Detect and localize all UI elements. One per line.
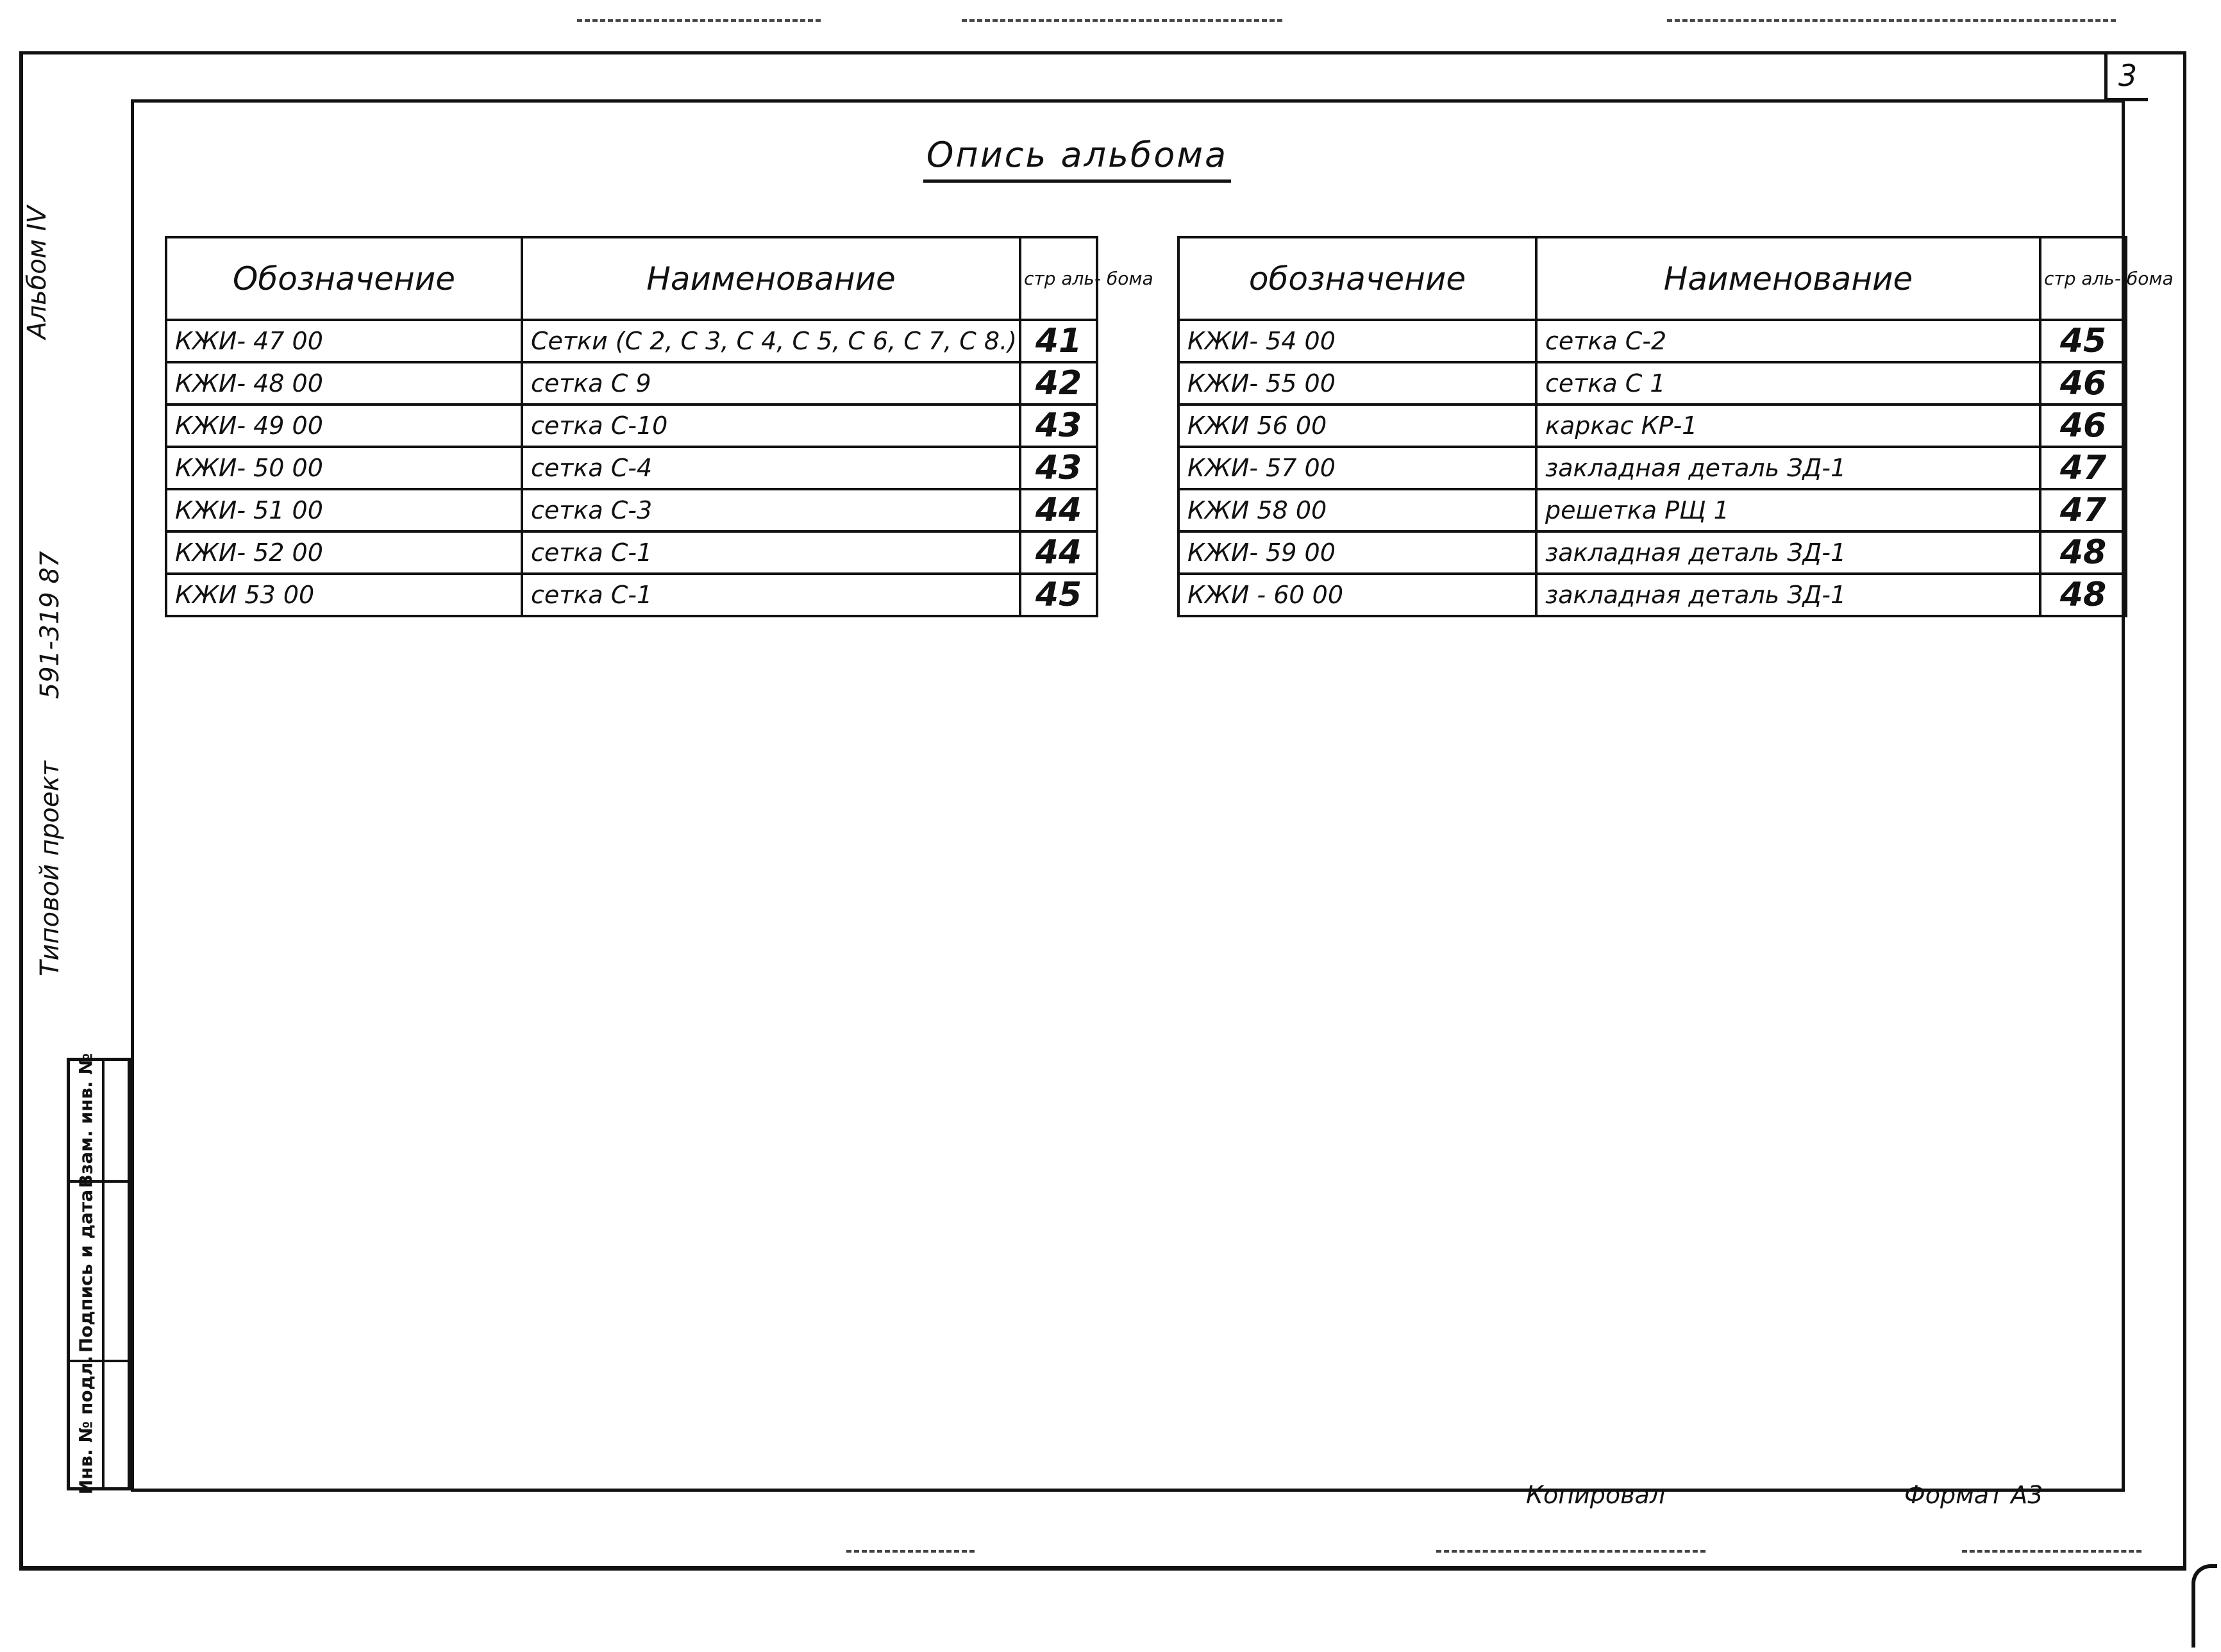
stamp-cell-replacement xyxy=(70,1053,102,1189)
album-index-table-right xyxy=(1177,236,2174,617)
table-row xyxy=(1178,405,2126,447)
row-page: 47 xyxy=(2040,447,2126,489)
row-name: Сетки (С 2, С 3, С 4, С 5, С 6, С 7, С 8.) xyxy=(522,320,1020,362)
row-name: сетка С-2 xyxy=(1536,320,2040,362)
row-code: КЖИ - 60 00 xyxy=(1178,574,1536,616)
header-page: стр аль- бома xyxy=(2040,237,2126,320)
row-name: решетка РЩ 1 xyxy=(1536,489,2040,531)
row-name: сетка С-3 xyxy=(522,489,1020,531)
row-code: КЖИ- 51 00 xyxy=(166,489,522,531)
scan-edge-dash xyxy=(1667,19,2116,22)
row-name: сетка С-1 xyxy=(522,531,1020,574)
table-row xyxy=(166,362,1097,405)
stamp-label: Взам. инв. № xyxy=(75,1053,97,1189)
row-name: сетка С-10 xyxy=(522,405,1020,447)
project-code-label: 591-319 87 xyxy=(35,551,65,699)
row-page: 48 xyxy=(2040,574,2126,616)
row-name: сетка С-1 xyxy=(522,574,1020,616)
row-code: КЖИ- 50 00 xyxy=(166,447,522,489)
table-row xyxy=(1178,362,2126,405)
row-page: 45 xyxy=(2040,320,2126,362)
stamp-cell-inventory xyxy=(70,1355,102,1494)
row-name: каркас КР-1 xyxy=(1536,405,2040,447)
table-row xyxy=(1178,320,2126,362)
stamp-cell-signature xyxy=(70,1183,102,1362)
table-row xyxy=(1178,447,2126,489)
header-page: стр аль- бома xyxy=(1020,237,1097,320)
approval-stamp-box xyxy=(67,1053,131,1494)
row-name: закладная деталь ЗД-1 xyxy=(1536,447,2040,489)
stamp-blank-cell xyxy=(102,1183,134,1362)
album-label: Альбом IV xyxy=(22,206,52,339)
table-row xyxy=(166,405,1097,447)
table-row xyxy=(1178,489,2126,531)
table-row xyxy=(166,574,1097,616)
row-page: 44 xyxy=(1020,531,1097,574)
row-name: сетка С 9 xyxy=(522,362,1020,405)
scan-edge-dash xyxy=(577,19,821,22)
table-row xyxy=(1178,531,2126,574)
table-header-row xyxy=(1178,237,2126,320)
copied-by-label: Копировал xyxy=(1526,1481,1666,1509)
table-row xyxy=(1178,574,2126,616)
row-page: 45 xyxy=(1020,574,1097,616)
row-name: сетка С-4 xyxy=(522,447,1020,489)
row-code: КЖИ- 48 00 xyxy=(166,362,522,405)
project-type-label: Типовой проект xyxy=(35,761,65,976)
row-page: 43 xyxy=(1020,447,1097,489)
album-index-table-left xyxy=(165,236,1153,617)
table-row xyxy=(166,531,1097,574)
row-code: КЖИ- 54 00 xyxy=(1178,320,1536,362)
sheet-number: 3 xyxy=(2104,53,2148,101)
row-page: 43 xyxy=(1020,405,1097,447)
header-name: Наименование xyxy=(522,237,1020,320)
stamp-blank-cell xyxy=(102,1061,134,1183)
row-page: 46 xyxy=(2040,362,2126,405)
scan-edge-dash xyxy=(962,19,1282,22)
row-code: КЖИ 53 00 xyxy=(166,574,522,616)
header-designation: Обозначение xyxy=(166,237,522,320)
row-code: КЖИ- 57 00 xyxy=(1178,447,1536,489)
page-corner-curl xyxy=(2192,1564,2217,1648)
table-row xyxy=(166,489,1097,531)
row-page: 48 xyxy=(2040,531,2126,574)
row-code: КЖИ- 52 00 xyxy=(166,531,522,574)
row-name: закладная деталь ЗД-1 xyxy=(1536,574,2040,616)
row-page: 41 xyxy=(1020,320,1097,362)
row-code: КЖИ- 55 00 xyxy=(1178,362,1536,405)
row-code: КЖИ 56 00 xyxy=(1178,405,1536,447)
table-row xyxy=(166,447,1097,489)
row-page: 44 xyxy=(1020,489,1097,531)
stamp-label: Инв. № подл. xyxy=(75,1355,97,1494)
row-code: КЖИ- 47 00 xyxy=(166,320,522,362)
stamp-label: Подпись и дата xyxy=(75,1189,97,1353)
row-code: КЖИ- 49 00 xyxy=(166,405,522,447)
header-name: Наименование xyxy=(1536,237,2040,320)
row-page: 47 xyxy=(2040,489,2126,531)
row-code: КЖИ- 59 00 xyxy=(1178,531,1536,574)
header-designation: обозначение xyxy=(1178,237,1536,320)
document-title: Опись альбома xyxy=(923,135,1231,183)
row-name: сетка С 1 xyxy=(1536,362,2040,405)
row-code: КЖИ 58 00 xyxy=(1178,489,1536,531)
table-header-row xyxy=(166,237,1097,320)
format-label: Формат А3 xyxy=(1904,1481,2043,1509)
row-page: 42 xyxy=(1020,362,1097,405)
row-name: закладная деталь ЗД-1 xyxy=(1536,531,2040,574)
table-row xyxy=(166,320,1097,362)
row-page: 46 xyxy=(2040,405,2126,447)
